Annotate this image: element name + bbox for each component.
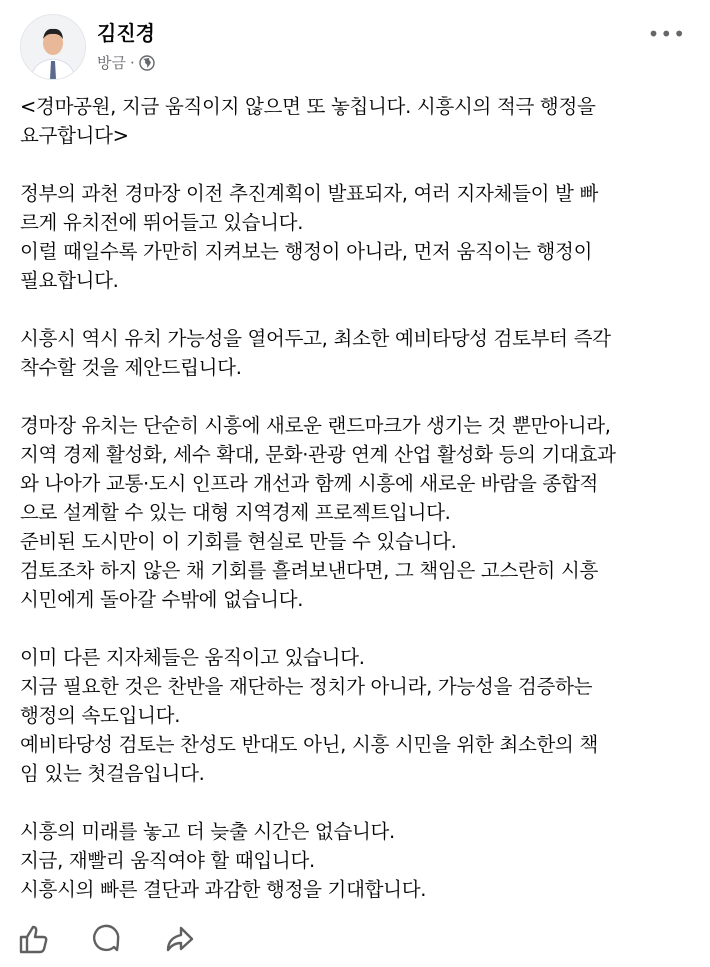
blank-line [20,614,700,643]
post-text-line: 으로 설계할 수 있는 대형 지역경제 프로젝트입니다. [20,501,451,524]
author-name[interactable]: 김진경 [97,21,155,45]
post-text-line: 검토조차 하지 않은 채 기회를 흘려보낸다면, 그 책임은 고스란히 시흥 [20,559,599,582]
more-options-icon[interactable]: ••• [647,22,686,46]
post-text-line: 지금 필요한 것은 찬반을 재단하는 정치가 아니라, 가능성을 검증하는 [20,675,593,698]
avatar[interactable] [20,14,86,80]
post-text-line: 행정의 속도입니다. [20,704,181,727]
comment-icon[interactable] [90,922,124,956]
profile-photo [21,15,85,79]
post-text-line: 요구합니다> [20,124,129,147]
post-time[interactable]: 방금 [97,54,126,72]
post-text-line: 필요합니다. [20,269,119,292]
blank-line [20,150,700,179]
blank-line [20,382,700,411]
post-text-line: 지금, 재빨리 움직여야 할 때입니다. [20,849,315,872]
post-meta [97,52,155,73]
post-text-line: 경마장 유치는 단순히 시흥에 새로운 랜드마크가 생기는 것 뿐만아니라, [20,414,611,437]
post-text-line: <경마공원, 지금 움직이지 않으면 또 놓칩니다. 시흥시의 적극 행정을 [20,95,596,118]
post-text-line: 정부의 과천 경마장 이전 추진계획이 발표되자, 여러 지자체들이 발 빠 [20,182,599,205]
post-body [20,92,700,904]
post-text-line: 예비타당성 검토는 찬성도 반대도 아닌, 시흥 시민을 위한 최소한의 책 [20,733,599,756]
post-actions [18,922,196,956]
post-text-line: 와 나아가 교통·도시 인프라 개선과 함께 시흥에 새로운 바람을 종합적 [20,472,599,495]
blank-line [20,295,700,324]
post-text-line: 시흥의 미래를 놓고 더 늦출 시간은 없습니다. [20,820,395,843]
share-icon[interactable] [162,922,196,956]
post-text-line: 시흥시의 빠른 결단과 과감한 행정을 기대합니다. [20,878,427,901]
post-text-line: 시흥시 역시 유치 가능성을 열어두고, 최소한 예비타당성 검토부터 즉각 [20,327,611,350]
like-icon[interactable] [18,922,52,956]
post-text-line: 준비된 도시만이 이 기회를 현실로 만들 수 있습니다. [20,530,457,553]
separator: · [129,53,135,72]
post-text-line: 지역 경제 활성화, 세수 확대, 문화·관광 연계 산업 활성화 등의 기대효과 [20,443,616,466]
globe-icon [139,55,155,71]
post-text-line: 착수할 것을 제안드립니다. [20,356,242,379]
post-text-line: 시민에게 돌아갈 수밖에 없습니다. [20,588,304,611]
post-text-line: 르게 유치전에 뛰어들고 있습니다. [20,211,304,234]
blank-line [20,788,700,817]
post-text-line: 이미 다른 지자체들은 움직이고 있습니다. [20,646,365,669]
post-text-line: 이럴 때일수록 가만히 지켜보는 행정이 아니라, 먼저 움직이는 행정이 [20,240,593,263]
post-text-line: 임 있는 첫걸음입니다. [20,762,205,785]
